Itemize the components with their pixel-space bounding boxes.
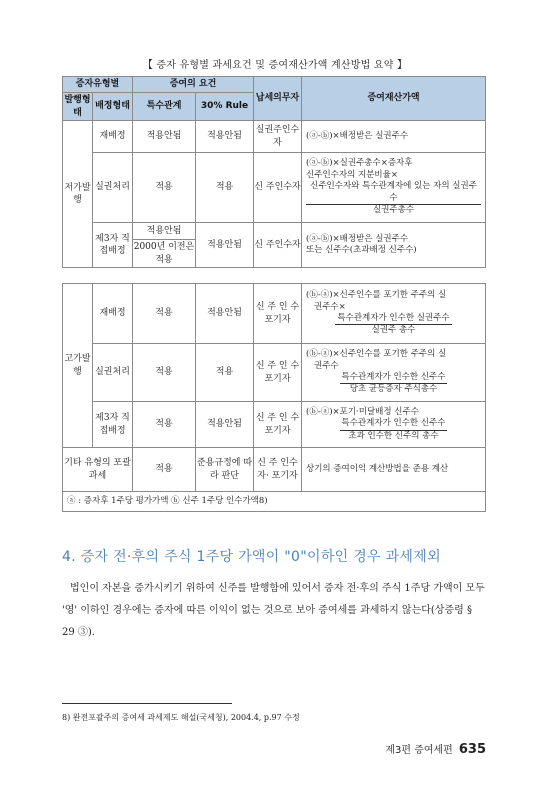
low-r3-payer: 신 주인수자	[254, 223, 302, 268]
other-formula: 상기의 증여이익 계산방법을 준용 계산	[302, 448, 486, 492]
footer-section: 제3편 증여세편	[385, 745, 453, 756]
table-note: ⓐ : 증자후 1주당 평가가액 ⓑ 신주 1주당 인수가액8)	[63, 492, 486, 512]
low-r3-special-b: 2000년 이전은 적용	[133, 242, 195, 265]
high-r2-fraction	[306, 372, 481, 396]
low-r1-special: 적용안됨	[133, 121, 196, 153]
other-rule: 준용규정에 따라 판단	[196, 448, 254, 492]
low-r1-formula: (ⓐ-ⓑ)×배정받은 실권주수	[302, 121, 486, 153]
high-r1-fraction	[306, 313, 481, 337]
high-r1-rule: 적용안됨	[196, 284, 254, 344]
low-r3-rule: 적용안됨	[196, 223, 254, 268]
table-title: 【 증자 유형별 과세요건 및 증여재산가액 계산방법 요약 】	[142, 60, 408, 71]
low-r3-formula	[302, 223, 486, 268]
page-number: 635	[458, 742, 486, 757]
header-requirement-group: 증여의 요건	[133, 77, 254, 93]
low-r1-alloc: 재배정	[93, 121, 133, 153]
summary-table-low-price	[62, 76, 486, 268]
low-r2-formula	[302, 153, 486, 223]
footnote: 8) 완전포괄주의 증여세 과세제도 해설(국세청), 2004.4, p.97 수정	[62, 713, 300, 722]
high-r2-numerator: 특수관계자가 인수한 신주수	[340, 372, 448, 384]
high-r3-special: 적용	[133, 402, 196, 448]
high-r1-payer: 신 주 인 수 포기자	[254, 284, 302, 344]
low-r2-f2: 신주인수자의 지분비율×	[306, 169, 398, 180]
high-r2-rule: 적용	[196, 344, 254, 402]
high-r3-alloc: 제3자 직접배정	[93, 402, 133, 448]
high-r2-alloc: 실권처리	[93, 344, 133, 402]
header-30-rule: 30% Rule	[196, 93, 254, 121]
summary-table-high-price	[62, 283, 486, 512]
high-r3-rule: 적용안됨	[196, 402, 254, 448]
low-r1-rule: 적용안됨	[196, 121, 254, 153]
other-type-label: 기타 유형의 포괄과세	[63, 448, 133, 492]
low-r2-denominator: 실권주총수	[373, 205, 415, 216]
other-special: 적용	[133, 448, 196, 492]
header-taxpayer: 납세의무자	[254, 77, 302, 121]
low-r2-special: 적용	[133, 153, 196, 223]
low-price-group: 저가발행	[63, 121, 93, 268]
low-r2-numerator: 신주인수자와 특수관계자에 있는 자의 실권주수	[306, 181, 481, 205]
high-r2-f2: 권주수	[314, 360, 339, 371]
low-r2-payer: 신 주인수자	[254, 153, 302, 223]
high-r2-payer: 신 주 인 수 포기자	[254, 344, 302, 402]
high-r1-alloc: 재배정	[93, 284, 133, 344]
low-r3-special-a: 적용안됨	[133, 223, 195, 240]
low-r3-special	[133, 223, 196, 268]
high-r1-f1: (ⓑ-ⓐ)×신주인수를 포기한 주주의 실	[306, 290, 447, 301]
low-r2-rule: 적용	[196, 153, 254, 223]
high-r3-f1: (ⓑ-ⓐ)×포기·미달배정 신주수	[306, 406, 419, 417]
low-r3-alloc: 제3자 직접배정	[93, 223, 133, 268]
high-r3-numerator: 특수관계자가 인수한 신주수	[340, 418, 448, 430]
header-allocation-form: 배정형태	[93, 93, 133, 121]
high-r2-f1: (ⓑ-ⓐ)×신주인수를 포기한 주주의 실	[306, 349, 447, 360]
section-heading: 4. 증자 전·후의 주식 1주당 가액이 "0"이하인 경우 과세제외	[62, 549, 441, 565]
page-footer	[62, 741, 486, 757]
other-payer: 신 주 인수자· 포기자	[254, 448, 302, 492]
high-r3-fraction	[306, 418, 481, 442]
high-r2-denominator: 당초 균등증자 주식총수	[349, 384, 438, 395]
high-price-group: 고가발행	[63, 284, 93, 448]
low-r3-f2: 또는 신주수(초과배정 신주수)	[306, 245, 417, 255]
high-r2-formula	[302, 344, 486, 402]
low-r2-alloc: 실권처리	[93, 153, 133, 223]
header-special-relation: 특수관계	[133, 93, 196, 121]
high-r1-denominator: 실권주 총수	[371, 325, 416, 336]
low-r3-f1: (ⓐ-ⓑ)×배정받은 실권주수	[306, 233, 409, 244]
high-r2-special: 적용	[133, 344, 196, 402]
high-r1-f2: 권주수×	[314, 301, 346, 312]
high-r1-formula	[302, 284, 486, 344]
high-r1-numerator: 특수관계자가 인수한 실권주수	[335, 313, 451, 325]
high-r3-denominator: 초과 인수한 신주의 총수	[348, 430, 439, 441]
low-r2-fraction	[306, 181, 481, 216]
low-r1-payer: 실권주인수자	[254, 121, 302, 153]
low-r2-f1: (ⓐ-ⓑ)×실권주총수×증자후	[306, 158, 413, 169]
high-r1-special: 적용	[133, 284, 196, 344]
header-type-group: 증자유형별	[63, 77, 133, 93]
high-r3-payer: 신 주 인 수 포기자	[254, 402, 302, 448]
high-r3-formula	[302, 402, 486, 448]
body-paragraph: 법인이 자본을 증가시키기 위하여 신주를 발행함에 있어서 증자 전·후의 주식 1주당 가액이 모두 '영' 이하인 경우에는 증자에 따른 이익이 없는 것으로 보아 증여세를 과세하지 않는다(상증령 § 29 ③).	[62, 583, 485, 638]
header-calc: 증여재산가액	[302, 77, 486, 121]
header-issue-form: 발행형태	[63, 93, 93, 121]
footnote-divider	[62, 703, 232, 704]
